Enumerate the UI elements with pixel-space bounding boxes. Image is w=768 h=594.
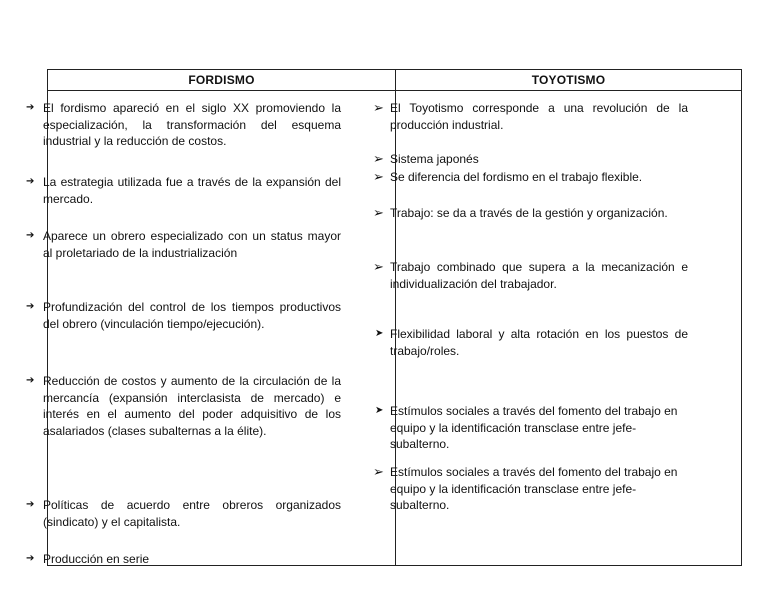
toyotismo-item: ➢ Trabajo: se da a través de la gestión y organización. (373, 205, 668, 220)
arrowhead-bullet-icon: ➢ (373, 169, 384, 184)
fordismo-item: ➔ Aparece un obrero especializado con un status mayor al proletariado de la industrialización (26, 229, 341, 260)
toyotismo-item: ➤ Flexibilidad laboral y alta rotación en los puestos de trabajo/roles. (375, 327, 688, 358)
toyotismo-item: ➢ El Toyotismo corresponde a una revolución de la producción industrial. (373, 100, 688, 132)
fordismo-item: ➔ Producción en serie (26, 552, 150, 566)
fordismo-item: ➔ Políticas de acuerdo entre obreros organizados (sindicato) y el capitalista. (26, 498, 341, 529)
fordismo-item: ➔ Reducción de costos y aumento de la circulación de la mercancía (expansión interclasista de mercado) e interés en el aumento del poder adquisitivo de los asalariados (clases subalternas a la élite). (26, 374, 341, 438)
diamond-arrow-bullet-icon: ➔ (26, 230, 35, 241)
arrowhead-bullet-icon: ➢ (373, 100, 384, 115)
arrowhead-bullet-icon: ➢ (373, 205, 384, 220)
fordismo-item: ➔ La estrategia utilizada fue a través de la expansión del mercado. (26, 175, 341, 206)
toyotismo-item: ➢ Se diferencia del fordismo en el trabajo flexible. (373, 169, 643, 184)
arrowhead-bullet-icon: ➢ (373, 464, 384, 479)
toyotismo-item: ➢ Estímulos sociales a través del fomento del trabajo en equipo y la identificación transclase entre jefe-subalterno. (373, 464, 678, 512)
fordismo-item: ➔ Profundización del control de los tiempos productivos del obrero (vinculación tiempo/ejecución). (26, 300, 341, 331)
fordismo-header: FORDISMO (188, 73, 255, 87)
fordismo-item: ➔ El fordismo apareció en el siglo XX promoviendo la especialización, la transformación del esquema industrial y la reducción de costos. (26, 101, 341, 148)
arrowhead-bullet-icon: ➢ (373, 259, 384, 274)
toyotismo-item: ➤ Estímulos sociales a través del fomento del trabajo en equipo y la identificación transclase entre jefe-subalterno. (375, 404, 678, 451)
diamond-arrow-bullet-icon: ➔ (26, 176, 35, 187)
diamond-arrow-bullet-icon: ➔ (26, 102, 35, 113)
diamond-arrow-bullet-icon: ➔ (26, 499, 35, 510)
diamond-arrow-bullet-icon: ➔ (26, 553, 35, 564)
arrowhead-bullet-icon: ➤ (375, 405, 384, 416)
arrowhead-bullet-icon: ➢ (373, 151, 384, 166)
toyotismo-item: ➢ Trabajo combinado que supera a la mecanización e individualización del trabajador. (373, 259, 688, 291)
diamond-arrow-bullet-icon: ➔ (26, 301, 35, 312)
arrowhead-bullet-icon: ➤ (375, 328, 384, 339)
toyotismo-header: TOYOTISMO (531, 73, 606, 87)
toyotismo-item: ➢ Sistema japonés (373, 151, 479, 166)
header-divider (48, 90, 741, 91)
diamond-arrow-bullet-icon: ➔ (26, 375, 35, 386)
